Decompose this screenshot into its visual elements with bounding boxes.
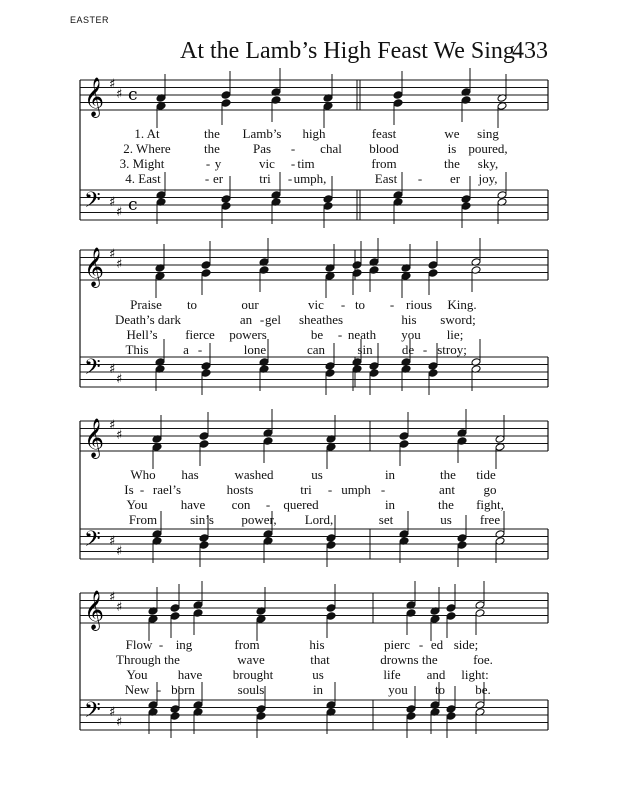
lyric-syllable: lone xyxy=(243,342,267,357)
note-head xyxy=(152,530,162,539)
lyric-syllable: - xyxy=(158,637,164,652)
note-head xyxy=(199,534,209,543)
lyric-syllable: to xyxy=(186,297,198,312)
sharp-icon: ♯ xyxy=(116,87,123,102)
sharp-icon: ♯ xyxy=(116,715,123,730)
lyric-syllable: fight, xyxy=(476,497,504,512)
note-head xyxy=(323,102,333,111)
note-head xyxy=(256,615,266,624)
note-head xyxy=(326,612,336,621)
bass-clef-icon: 𝄢 xyxy=(84,355,101,385)
lyric-syllable: Is xyxy=(124,482,134,497)
note-head xyxy=(199,440,209,449)
note-head xyxy=(369,369,379,378)
note-head xyxy=(323,195,333,204)
note-head xyxy=(263,530,273,539)
note-head xyxy=(428,369,438,378)
lyric-syllable: set xyxy=(378,512,394,527)
lyric-syllable: you xyxy=(388,682,408,697)
note-head xyxy=(352,269,362,278)
note-head xyxy=(152,443,162,452)
lyric-syllable: rael’s xyxy=(152,482,182,497)
lyric-syllable: Hell’s xyxy=(126,327,158,342)
note-head xyxy=(325,369,335,378)
note-head xyxy=(461,96,471,105)
lyric-syllable: poured, xyxy=(468,141,508,156)
note-head xyxy=(461,195,471,204)
sharp-icon: ♯ xyxy=(109,590,116,605)
lyric-syllable: neath xyxy=(347,327,377,342)
lyric-syllable: a xyxy=(183,342,189,357)
note-head xyxy=(399,530,409,539)
note-head xyxy=(326,701,336,710)
lyric-syllable: - xyxy=(418,637,424,652)
lyric-syllable: the xyxy=(440,467,456,482)
lyric-syllable: vic xyxy=(308,297,324,312)
note-head xyxy=(193,701,203,710)
lyric-syllable: lie; xyxy=(446,327,464,342)
sharp-icon: ♯ xyxy=(116,428,123,443)
note-head xyxy=(201,362,211,371)
sharp-icon: ♯ xyxy=(109,247,116,262)
common-time-icon: c xyxy=(128,85,138,105)
hymn-number: 433 xyxy=(512,38,548,64)
note-head xyxy=(497,191,507,200)
lyric-syllable: can xyxy=(306,342,326,357)
lyric-syllable: in xyxy=(312,682,324,697)
lyric-syllable: and xyxy=(426,667,446,682)
lyric-syllable: tri xyxy=(259,171,271,186)
lyric-syllable: from xyxy=(371,156,397,171)
lyric-syllable: is xyxy=(447,141,457,156)
note-head xyxy=(369,266,379,275)
note-head xyxy=(401,358,411,367)
common-time-icon: c xyxy=(128,195,138,215)
lyric-syllable: blood xyxy=(369,141,399,156)
lyric-syllable: free xyxy=(479,512,501,527)
note-head xyxy=(325,272,335,281)
lyric-syllable: that xyxy=(310,652,330,667)
note-head xyxy=(495,530,505,539)
lyric-syllable: - xyxy=(290,156,296,171)
note-head xyxy=(156,102,166,111)
note-head xyxy=(352,261,362,270)
note-head xyxy=(170,604,180,613)
lyric-syllable: us xyxy=(440,512,452,527)
lyric-syllable: Lord, xyxy=(304,512,334,527)
lyric-syllable: - xyxy=(417,171,423,186)
note-head xyxy=(170,712,180,721)
hymn-title: At the Lamb’s High Feast We Sing xyxy=(180,38,515,64)
lyric-syllable: side; xyxy=(453,637,479,652)
sharp-icon: ♯ xyxy=(109,77,116,92)
lyric-syllable: hosts xyxy=(226,482,254,497)
lyric-syllable: sin xyxy=(357,342,373,357)
note-head xyxy=(326,443,336,452)
lyric-syllable: Lamb’s xyxy=(242,126,282,141)
note-head xyxy=(475,701,485,710)
sharp-icon: ♯ xyxy=(116,205,123,220)
lyric-syllable: Flow xyxy=(125,637,153,652)
lyric-syllable: sword; xyxy=(440,312,476,327)
lyric-syllable: have xyxy=(180,497,206,512)
lyric-syllable: light: xyxy=(461,667,489,682)
note-head xyxy=(170,612,180,621)
lyric-syllable: brought xyxy=(232,667,274,682)
note-head xyxy=(495,443,505,452)
lyric-syllable: con xyxy=(231,497,251,512)
lyric-syllable: tri xyxy=(300,482,312,497)
note-head xyxy=(446,604,456,613)
lyric-syllable: his xyxy=(401,312,417,327)
lyric-syllable: us xyxy=(312,667,324,682)
lyric-syllable: go xyxy=(483,482,497,497)
lyric-syllable: - xyxy=(290,141,296,156)
note-head xyxy=(256,705,266,714)
lyric-syllable: an xyxy=(239,312,253,327)
sharp-icon: ♯ xyxy=(116,600,123,615)
note-head xyxy=(428,261,438,270)
note-head xyxy=(475,609,485,618)
lyric-syllable: we xyxy=(444,126,460,141)
bass-clef-icon: 𝄢 xyxy=(84,527,101,557)
lyric-syllable: Who xyxy=(130,467,156,482)
note-head xyxy=(446,612,456,621)
lyric-syllable: the xyxy=(204,141,220,156)
lyric-syllable: New xyxy=(124,682,150,697)
note-head xyxy=(352,358,362,367)
note-head xyxy=(428,269,438,278)
sharp-icon: ♯ xyxy=(109,362,116,377)
sharp-icon: ♯ xyxy=(109,195,116,210)
note-head xyxy=(221,195,231,204)
note-head xyxy=(221,202,231,211)
note-head xyxy=(428,362,438,371)
bass-clef-icon: 𝄢 xyxy=(84,188,101,218)
note-head xyxy=(259,266,269,275)
lyric-syllable: You xyxy=(126,667,148,682)
lyric-syllable: sky, xyxy=(477,156,499,171)
sharp-icon: ♯ xyxy=(116,257,123,272)
lyric-syllable: - xyxy=(337,327,343,342)
note-head xyxy=(193,609,203,618)
lyric-syllable: - xyxy=(340,297,346,312)
note-head xyxy=(201,269,211,278)
lyric-syllable: our xyxy=(241,297,259,312)
lyric-syllable: - xyxy=(380,482,386,497)
bass-clef-icon: 𝄢 xyxy=(84,698,101,728)
lyric-syllable: have xyxy=(177,667,203,682)
note-head xyxy=(326,604,336,613)
sharp-icon: ♯ xyxy=(116,544,123,559)
note-head xyxy=(406,705,416,714)
lyric-syllable: quered xyxy=(283,497,319,512)
lyric-syllable: Death’s dark xyxy=(114,312,182,327)
lyric-syllable: wave xyxy=(237,652,265,667)
lyric-syllable: be xyxy=(310,327,324,342)
lyric-syllable: de xyxy=(401,342,415,357)
note-head xyxy=(446,705,456,714)
lyric-syllable: you xyxy=(401,327,421,342)
lyric-syllable: umph, xyxy=(293,171,327,186)
lyric-syllable: to xyxy=(354,297,366,312)
note-head xyxy=(221,99,231,108)
lyric-syllable: - xyxy=(287,171,293,186)
lyric-syllable: sin’s xyxy=(190,512,214,527)
lyric-syllable: the xyxy=(444,156,460,171)
note-head xyxy=(199,432,209,441)
note-head xyxy=(471,266,481,275)
lyric-syllable: - xyxy=(205,156,211,171)
note-head xyxy=(406,712,416,721)
lyric-syllable: pierc xyxy=(384,637,410,652)
note-head xyxy=(326,541,336,550)
note-head xyxy=(148,701,158,710)
lyric-syllable: ing xyxy=(175,637,193,652)
lyric-syllable: ed xyxy=(430,637,444,652)
sharp-icon: ♯ xyxy=(116,372,123,387)
lyric-syllable: joy, xyxy=(478,171,498,186)
lyric-syllable: Praise xyxy=(130,297,162,312)
sharp-icon: ♯ xyxy=(109,705,116,720)
note-head xyxy=(430,615,440,624)
note-head xyxy=(393,91,403,100)
note-head xyxy=(457,437,467,446)
lyric-syllable: tim xyxy=(297,156,315,171)
note-head xyxy=(259,358,269,367)
treble-clef-icon: 𝄞 xyxy=(84,418,105,458)
lyric-syllable: - xyxy=(389,297,395,312)
lyric-syllable: - xyxy=(139,482,145,497)
note-head xyxy=(401,272,411,281)
lyric-syllable: umph xyxy=(341,482,371,497)
lyric-syllable: - xyxy=(327,482,333,497)
lyric-syllable: chal xyxy=(320,141,342,156)
note-head xyxy=(155,358,165,367)
note-head xyxy=(323,202,333,211)
lyric-syllable: has xyxy=(181,467,199,482)
note-head xyxy=(457,534,467,543)
lyric-syllable: life xyxy=(383,667,401,682)
note-head xyxy=(497,102,507,111)
lyric-syllable: sheathes xyxy=(298,312,344,327)
note-head xyxy=(148,615,158,624)
note-head xyxy=(461,202,471,211)
lyric-syllable: gel xyxy=(265,312,281,327)
lyric-syllable: stroy; xyxy=(437,342,467,357)
note-head xyxy=(170,705,180,714)
lyric-syllable: - xyxy=(156,682,162,697)
note-head xyxy=(325,362,335,371)
treble-clef-icon: 𝄞 xyxy=(84,590,105,630)
section-label: EASTER xyxy=(70,15,110,25)
lyric-syllable: East xyxy=(374,171,398,186)
note-head xyxy=(263,437,273,446)
lyric-syllable: This xyxy=(125,342,149,357)
note-head xyxy=(399,440,409,449)
lyric-syllable: Pas xyxy=(252,141,272,156)
lyric-syllable: 1. At xyxy=(134,126,160,141)
sharp-icon: ♯ xyxy=(109,534,116,549)
lyric-syllable: - xyxy=(265,497,271,512)
lyric-syllable: power, xyxy=(241,512,277,527)
lyric-syllable: washed xyxy=(234,467,274,482)
lyric-syllable: sing xyxy=(477,126,499,141)
lyric-syllable: feast xyxy=(371,126,397,141)
note-head xyxy=(155,272,165,281)
lyric-syllable: - xyxy=(259,312,265,327)
lyric-syllable: er xyxy=(449,171,461,186)
lyric-syllable: rious xyxy=(406,297,432,312)
note-head xyxy=(430,701,440,710)
lyric-syllable: vic xyxy=(259,156,275,171)
lyric-syllable: fierce xyxy=(185,327,215,342)
treble-clef-icon: 𝄞 xyxy=(84,247,105,287)
lyric-syllable: the xyxy=(438,497,454,512)
lyric-syllable: powers xyxy=(229,327,267,342)
lyric-syllable: Through the xyxy=(116,652,180,667)
lyric-syllable: us xyxy=(311,467,323,482)
lyric-syllable: You xyxy=(126,497,148,512)
lyric-syllable: y xyxy=(214,156,222,171)
note-head xyxy=(199,541,209,550)
note-head xyxy=(393,191,403,200)
lyric-syllable: in xyxy=(384,467,396,482)
note-head xyxy=(271,191,281,200)
lyric-syllable: born xyxy=(171,682,195,697)
lyric-syllable: - xyxy=(422,342,428,357)
lyric-syllable: from xyxy=(234,637,260,652)
lyric-syllable: high xyxy=(302,126,326,141)
lyric-syllable: to xyxy=(434,682,446,697)
lyric-syllable: King. xyxy=(447,297,477,312)
note-head xyxy=(446,712,456,721)
lyric-syllable: 4. East xyxy=(125,171,161,186)
lyric-syllable: 2. Where xyxy=(123,141,171,156)
note-head xyxy=(256,712,266,721)
note-head xyxy=(201,261,211,270)
lyric-syllable: souls xyxy=(237,682,265,697)
note-head xyxy=(221,91,231,100)
note-head xyxy=(271,96,281,105)
note-head xyxy=(326,534,336,543)
lyric-syllable: From xyxy=(128,512,158,527)
note-head xyxy=(156,191,166,200)
lyric-syllable: tide xyxy=(476,467,496,482)
lyric-syllable: in xyxy=(384,497,396,512)
sharp-icon: ♯ xyxy=(109,418,116,433)
lyric-syllable: 3. Might xyxy=(119,156,165,171)
note-head xyxy=(457,541,467,550)
note-head xyxy=(471,358,481,367)
lyric-syllable: - xyxy=(204,171,210,186)
lyric-syllable: drowns the xyxy=(380,652,438,667)
note-head xyxy=(399,432,409,441)
lyric-syllable: be. xyxy=(475,682,491,697)
lyric-syllable: the xyxy=(204,126,220,141)
note-head xyxy=(393,99,403,108)
note-head xyxy=(369,362,379,371)
lyric-syllable: - xyxy=(197,342,203,357)
lyric-syllable: foe. xyxy=(473,652,493,667)
lyric-syllable: ant xyxy=(439,482,455,497)
note-head xyxy=(201,369,211,378)
note-head xyxy=(406,609,416,618)
treble-clef-icon: 𝄞 xyxy=(84,77,105,117)
lyric-syllable: er xyxy=(212,171,224,186)
lyric-syllable: his xyxy=(309,637,325,652)
